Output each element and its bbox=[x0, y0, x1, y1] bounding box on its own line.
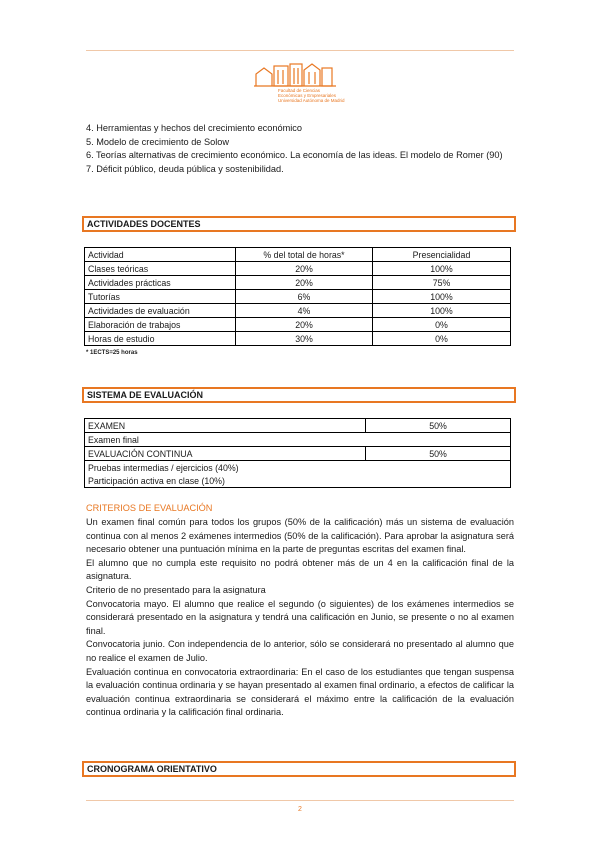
examen-value: 50% bbox=[366, 419, 511, 433]
table-row bbox=[85, 419, 511, 433]
topics-list bbox=[86, 122, 514, 176]
table-header-cell: % del total de horas* bbox=[236, 248, 373, 262]
continua-value: 50% bbox=[366, 447, 511, 461]
table-cell: Tutorías bbox=[85, 290, 236, 304]
table-row bbox=[85, 332, 511, 346]
table-row bbox=[85, 318, 511, 332]
table-cell: 20% bbox=[236, 262, 373, 276]
table-cell: 20% bbox=[236, 276, 373, 290]
page-number: 2 bbox=[298, 806, 302, 813]
criterios-paragraph: Criterio de no presentado para la asignatura bbox=[86, 584, 266, 595]
table-cell: 0% bbox=[373, 332, 511, 346]
criterios-paragraph: Evaluación continua en convocatoria extraordinaria: En el caso de los estudiantes que tengan suspensa la evaluación continua ordinaria y se hayan presentado al examen final ordinario, a efectos de calificar la evaluación continua extraordinaria se considerará el máximo entre la calificación de la evaluación continua ordinaria y la calificación final ordinaria. bbox=[86, 666, 514, 718]
logo-text-2: Económicas y Empresariales bbox=[278, 93, 337, 98]
table-cell: 100% bbox=[373, 304, 511, 318]
criterios-paragraph: Convocatoria mayo. El alumno que realice el segundo (o siguientes) de los exámenes intermedios se considerará presentado en la asignatura y tendrá una calificación en Junio, se presente o no al examen final. bbox=[86, 598, 514, 636]
examen-label: EXAMEN bbox=[85, 419, 366, 433]
topic-item: 6. Teorías alternativas de crecimiento económico. La economía de las ideas. El modelo de Romer (90) bbox=[86, 150, 503, 161]
table-row bbox=[85, 461, 511, 475]
section-cronograma: CRONOGRAMA ORIENTATIVO bbox=[82, 761, 516, 777]
criterios-title: CRITERIOS DE EVALUACIÓN bbox=[86, 503, 213, 513]
section-sistema-evaluacion: SISTEMA DE EVALUACIÓN bbox=[82, 387, 516, 403]
table-cell: 4% bbox=[236, 304, 373, 318]
table-cell: Elaboración de trabajos bbox=[85, 318, 236, 332]
section-actividades-docentes: ACTIVIDADES DOCENTES bbox=[82, 216, 516, 232]
table-cell: 100% bbox=[373, 290, 511, 304]
table-row bbox=[85, 290, 511, 304]
table-row bbox=[85, 262, 511, 276]
table-cell: Actividades de evaluación bbox=[85, 304, 236, 318]
table-row bbox=[85, 304, 511, 318]
faculty-logo bbox=[252, 60, 362, 112]
evaluacion-table bbox=[84, 418, 511, 488]
continua-label: EVALUACIÓN CONTINUA bbox=[85, 447, 366, 461]
building-icon bbox=[252, 60, 362, 90]
examen-final: Examen final bbox=[85, 433, 511, 447]
table-header-row bbox=[85, 248, 511, 262]
table-header-cell: Presencialidad bbox=[373, 248, 511, 262]
table-row bbox=[85, 447, 511, 461]
criterios-paragraph: Convocatoria junio. Con independencia de lo anterior, sólo se considerará no presentado al alumno que no realice el examen de Julio. bbox=[86, 639, 514, 663]
table-row bbox=[85, 474, 511, 488]
ects-note: * 1ECTS=25 horas bbox=[86, 350, 138, 356]
logo-text-1: Facultad de Ciencias bbox=[278, 88, 321, 93]
table-cell: 0% bbox=[373, 318, 511, 332]
topic-item: 5. Modelo de crecimiento de Solow bbox=[86, 136, 229, 147]
actividades-table bbox=[84, 247, 511, 346]
table-row bbox=[85, 433, 511, 447]
topic-item: 7. Déficit público, deuda pública y sostenibilidad. bbox=[86, 163, 284, 174]
table-header-cell: Actividad bbox=[85, 248, 236, 262]
criterios-paragraph: El alumno que no cumpla este requisito no podrá obtener más de un 4 en la calificación final de la asignatura. bbox=[86, 557, 514, 582]
footer-rule bbox=[86, 800, 514, 801]
table-cell: Actividades prácticas bbox=[85, 276, 236, 290]
pruebas-intermedias: Pruebas intermedias / ejercicios (40%) bbox=[85, 461, 511, 475]
table-cell: 100% bbox=[373, 262, 511, 276]
table-row bbox=[85, 276, 511, 290]
logo-text-3: Universidad Autónoma de Madrid bbox=[278, 98, 345, 103]
table-cell: 75% bbox=[373, 276, 511, 290]
criterios-paragraph: Un examen final común para todos los grupos (50% de la calificación) más un sistema de evaluación continua con al menos 2 exámenes intermedios (50% de la calificación). Para aprobar la asignatura será necesario obtener una puntuación mínima en la parte de preguntas escritas del examen final. bbox=[86, 517, 514, 555]
criterios-body bbox=[86, 516, 514, 720]
table-cell: 30% bbox=[236, 332, 373, 346]
participacion-activa: Participación activa en clase (10%) bbox=[85, 474, 511, 488]
table-cell: 6% bbox=[236, 290, 373, 304]
table-cell: Clases teóricas bbox=[85, 262, 236, 276]
table-cell: 20% bbox=[236, 318, 373, 332]
topic-item: 4. Herramientas y hechos del crecimiento económico bbox=[86, 123, 303, 133]
header-rule bbox=[86, 50, 514, 51]
table-cell: Horas de estudio bbox=[85, 332, 236, 346]
